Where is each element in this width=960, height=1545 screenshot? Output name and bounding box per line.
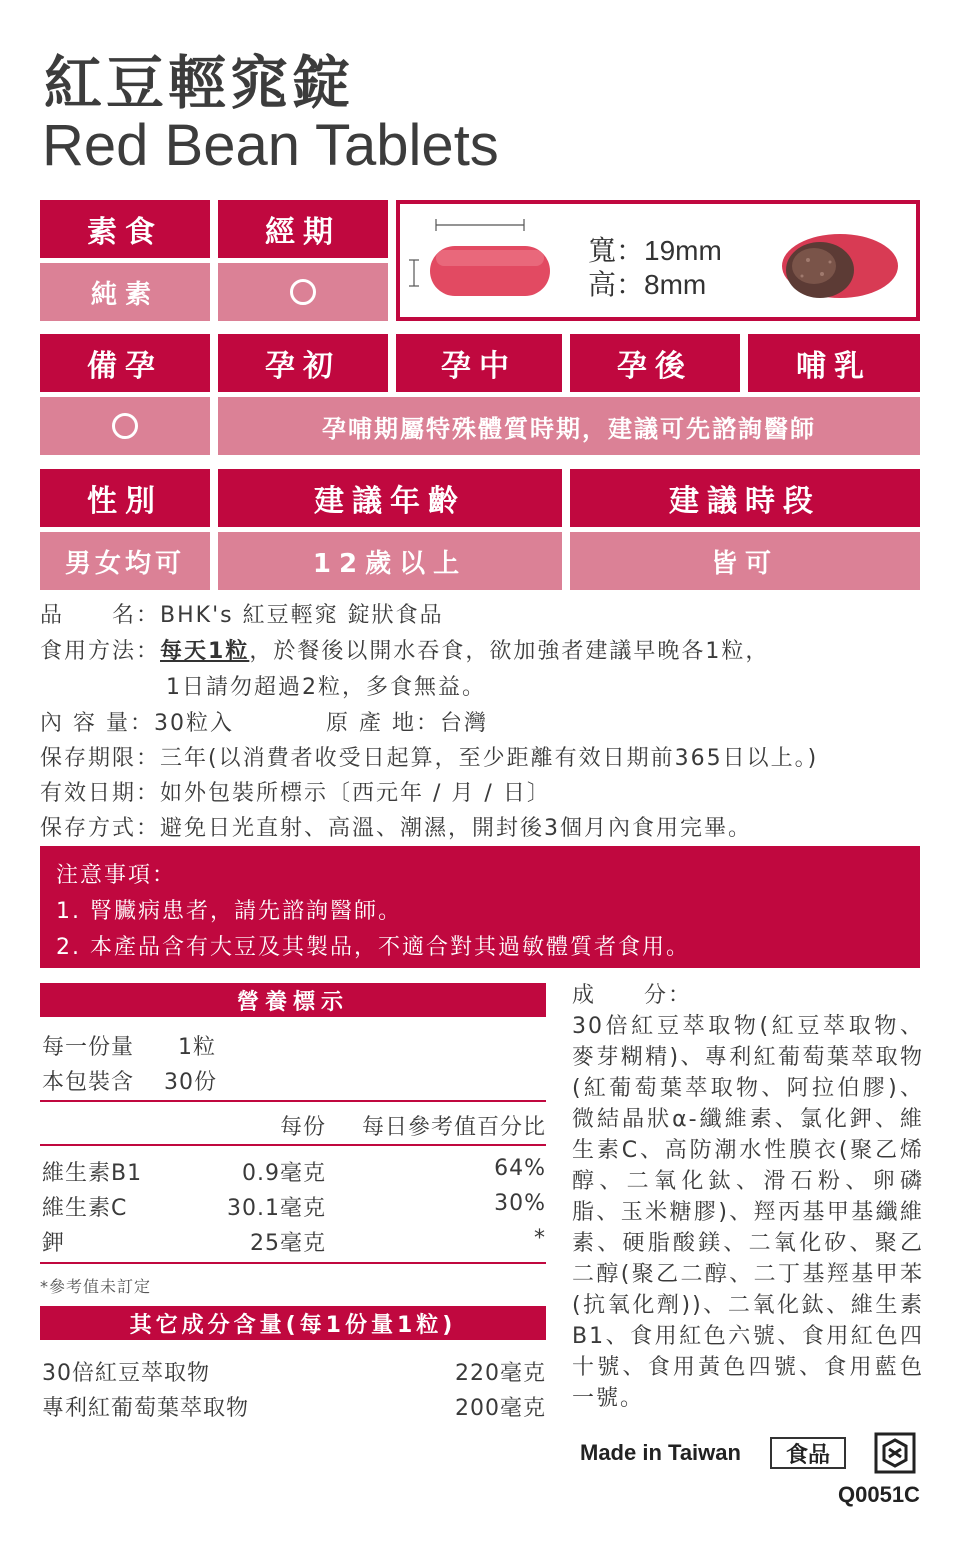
nutrition-footnote: *參考值未訂定 (40, 1277, 152, 1296)
header-time: 建議時段 (570, 469, 920, 527)
info-shelf-life: 保存期限：三年(以消費者收受日起算，至少距離有效日期前365日以上。) (40, 746, 819, 771)
header-early-pregnancy: 孕初 (218, 334, 388, 392)
nutrition-title: 營養標示 (40, 983, 546, 1017)
other-amount: 220毫克 (455, 1361, 546, 1386)
age-value: 12歲以上 (218, 532, 562, 590)
other-title: 其它成分含量(每1份量1粒) (40, 1306, 546, 1340)
header-late-pregnancy: 孕後 (570, 334, 740, 392)
other-name: 30倍紅豆萃取物 (42, 1361, 210, 1386)
period-value (218, 263, 388, 321)
circle-mark-icon (290, 279, 316, 305)
notice-title: 注意事項： (56, 863, 177, 888)
tablet-height: 高：8mm (588, 269, 707, 300)
title-chinese: 紅豆輕窕錠 (44, 49, 355, 117)
servings-value: 30份 (164, 1070, 217, 1095)
nutrient-amount: 30.1毫克 (227, 1196, 326, 1221)
food-label: 食品 (770, 1437, 846, 1469)
nutrient-dv: 64% (494, 1156, 546, 1181)
pregnancy-prep-value (40, 397, 210, 455)
header-vegan: 素食 (40, 200, 210, 258)
divider (40, 1100, 546, 1102)
header-mid-pregnancy: 孕中 (396, 334, 562, 392)
info-expiry: 有效日期：如外包裝所標示〔西元年 / 月 / 日〕 (40, 781, 551, 806)
recycle-icon (874, 1432, 916, 1474)
nutrient-dv: * (534, 1226, 546, 1251)
made-in: Made in Taiwan (580, 1440, 741, 1465)
circle-mark-icon (112, 413, 138, 439)
header-period: 經期 (218, 200, 388, 258)
ingredients-text: 30倍紅豆萃取物(紅豆萃取物、麥芽糊精)、專利紅葡萄葉萃取物(紅葡萄葉萃取物、阿拉伯膠)、微結晶狀α-纖維素、氯化鉀、維生素C、高防潮水性膜衣(聚乙烯醇、二氧化鈦、滑石粉、卵磷脂、玉米糖膠)、羥丙基甲基纖維素、硬脂酸鎂、二氧化矽、聚乙二醇(聚乙二醇、二丁基羥基甲苯(抗氧化劑))、二氧化鈦、維生素B1、食用紅色六號、食用紅色四十號、食用黃色四號、食用藍色一號。 (572, 1014, 924, 1411)
header-breastfeeding: 哺乳 (748, 334, 920, 392)
nutrient-name: 鉀 (42, 1231, 66, 1256)
header-pregnancy-prep: 備孕 (40, 334, 210, 392)
gender-value: 男女均可 (40, 532, 210, 590)
title-english: Red Bean Tablets (42, 113, 499, 178)
info-name: 品 名：BHK's 紅豆輕窕 錠狀食品 (40, 603, 444, 628)
nutrient-dv: 30% (494, 1191, 546, 1216)
nutrient-amount: 25毫克 (250, 1231, 326, 1256)
notice-item: 1. 腎臟病患者，請先諮詢醫師。 (56, 899, 402, 924)
product-code: Q0051C (838, 1482, 920, 1507)
info-method-line2: 1日請勿超過2粒，多食無益。 (166, 675, 486, 700)
divider (40, 1262, 546, 1264)
divider (40, 1144, 546, 1146)
other-amount: 200毫克 (455, 1396, 546, 1421)
col-daily-value: 每日參考值百分比 (361, 1115, 546, 1140)
serving-value: 1粒 (178, 1035, 216, 1060)
notice-item: 2. 本產品含有大豆及其製品，不適合對其過敏體質者食用。 (56, 935, 690, 960)
notice-box (40, 846, 920, 968)
header-age: 建議年齡 (218, 469, 562, 527)
time-value: 皆可 (570, 532, 920, 590)
nutrient-name: 維生素C (42, 1196, 128, 1221)
ingredients-block (572, 980, 924, 1414)
info-content: 內 容 量：30粒入 (40, 711, 234, 736)
info-origin: 原 產 地：台灣 (326, 711, 489, 736)
tablet-width: 寬：19mm (588, 235, 722, 266)
other-name: 專利紅葡萄葉萃取物 (42, 1396, 250, 1421)
ingredients-label: 成 分： (572, 983, 693, 1008)
pregnancy-note: 孕哺期屬特殊體質時期，建議可先諮詢醫師 (218, 397, 920, 455)
nutrient-name: 維生素B1 (42, 1161, 143, 1186)
tablet-illustration (396, 200, 920, 321)
info-method: 食用方法：每天1粒，於餐後以開水吞食，欲加強者建議早晚各1粒， (40, 639, 770, 664)
serving-label: 每一份量 (42, 1035, 135, 1060)
servings-label: 本包裝含 (42, 1070, 135, 1095)
header-gender: 性別 (40, 469, 210, 527)
info-storage: 保存方式：避免日光直射、高溫、潮濕，開封後3個月內食用完畢。 (40, 816, 753, 841)
nutrient-amount: 0.9毫克 (242, 1161, 326, 1186)
vegan-value: 純素 (40, 263, 210, 321)
col-per-serving: 每份 (279, 1115, 326, 1140)
